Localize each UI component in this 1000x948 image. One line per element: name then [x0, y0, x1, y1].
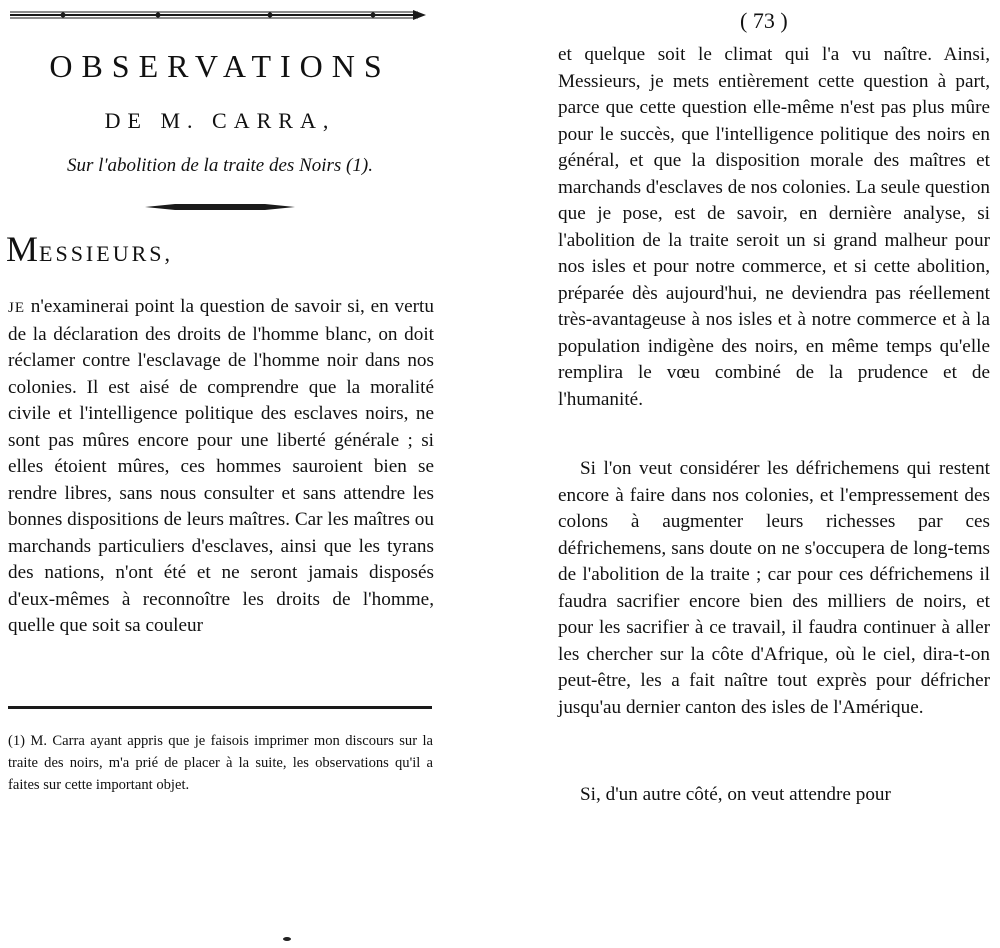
left-paragraph: [8, 294, 434, 640]
article-title: OBSERVATIONS: [49, 48, 391, 84]
separator-dash: [145, 202, 295, 212]
ink-speck: [283, 937, 291, 941]
article-author: DE M. CARRA,: [104, 108, 336, 133]
footnote-rule: [8, 706, 432, 709]
right-paragraph-3: Si, d'un autre côté, on veut attendre pour: [580, 784, 891, 805]
right-paragraph-1: et quelque soit le climat qui l'a vu naître. Ainsi, Messieurs, je mets entièrement cette question à part, parce que cette question elle-même n'est pas plus mûre pour le succès, que l'intelligence politique des noirs en général, et que la disposition morale des maîtres et marchands d'esclaves de nos colonies. La seule question que je pose, est de savoir, en dernière analyse, si l'abolition de la traite seroit un si grand malheur pour nos isles et pour notre commerce, et si cette abolition, préparée dès aujourd'hui, ne deviendra pas réellement très-avantageuse à nos isles et à notre commerce et à la population indigène des noirs, en même temps qu'elle remplira le vœu combiné de la prudence et de l'humanité.: [558, 44, 990, 410]
article-topic: Sur l'abolition de la traite des Noirs (1).: [67, 155, 373, 176]
paragraph-first-word: JE: [8, 300, 25, 316]
salutation-initial: M: [6, 229, 40, 269]
ornamental-rule: [8, 8, 428, 22]
footnote: (1) M. Carra ayant appris que je faisois imprimer mon discours sur la traite des noirs, m'a prié de placer à la suite, les observations qu'il a faites sur cette important objet.: [8, 733, 433, 793]
salutation: [6, 228, 173, 270]
left-page: [0, 0, 470, 948]
right-page: [540, 0, 1000, 948]
right-paragraph-2: Si l'on veut considérer les défrichemens qui restent encore à faire dans nos colonies, et l'empressement des colons à augmenter leurs richesses par ces défrichemens, sans doute on ne s'occupera de long-tems de l'abolition de la traite ; car pour ces défrichemens il faudra sacrifier encore bien des milliers de noirs, et pour les sacrifier à ce travail, il faudra continuer à aller les chercher sur la côte d'Afrique, où le ciel, dira-t-on peut-être, les a fait naître tout exprès pour défricher jusqu'au dernier canton des isles de l'Amérique.: [558, 458, 990, 718]
salutation-rest: ESSIEURS,: [39, 241, 173, 266]
page-number: ( 73 ): [740, 8, 788, 33]
paragraph-text: n'examinerai point la question de savoir si, en vertu de la déclaration des droits de l'homme blanc, on doit réclamer contre l'esclavage de l'homme noir dans nos colonies. Il est aisé de comprendre que la moralité civile et l'intelligence politique des esclaves noirs, ne sont pas mûres encore pour une liberté générale ; si elles étoient mûres, ces hommes sauroient bien se rendre libres, sans nous consulter et sans attendre les bonnes dispositions de leurs maîtres. Car les maîtres ou marchands particuliers d'esclaves, ainsi que les tyrans des nations, n'ont été et ne seront jamais disposés d'eux-mêmes à reconnoître les droits de l'homme, quelle que soit sa couleur: [8, 296, 434, 636]
